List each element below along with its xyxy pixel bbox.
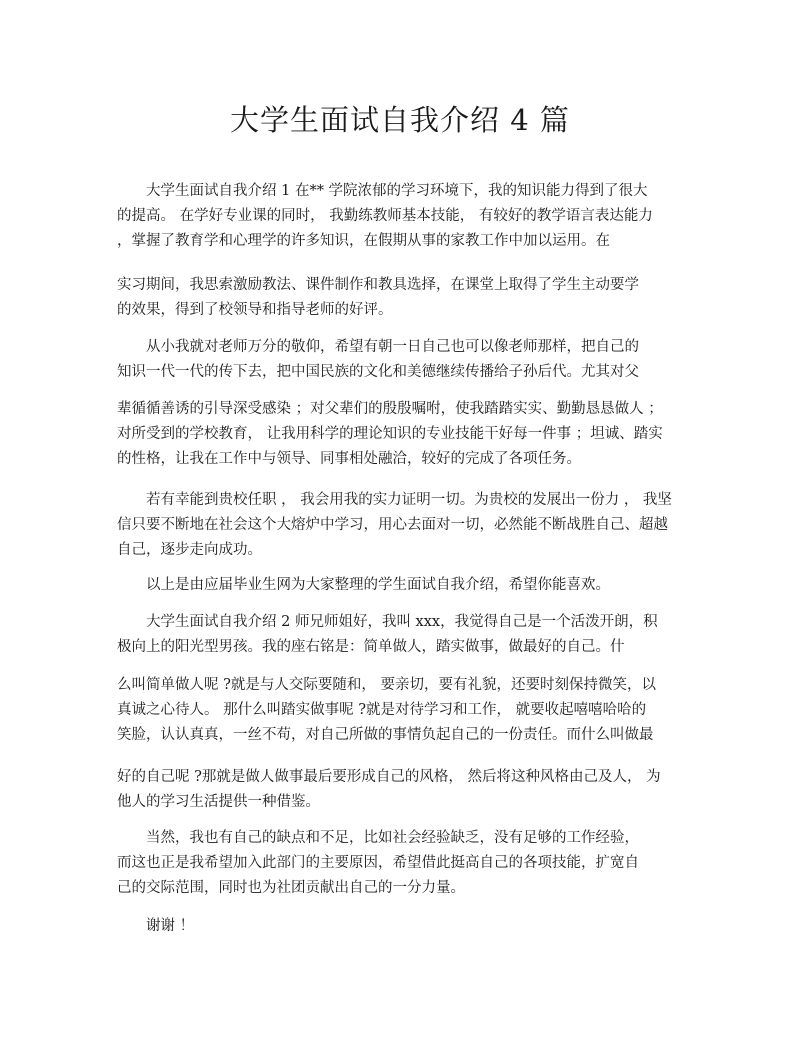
paragraph — [117, 573, 677, 598]
paragraph — [117, 488, 677, 563]
text-line: 谢谢 ！ — [117, 918, 195, 934]
text-line: 大学生面试自我介绍 2 师兄师姐好，我叫 xxx，我觉得自己是一个活泼开朗，积 — [117, 614, 658, 630]
text-line: 若有幸能到贵校任职 ， 我会用我的实力证明一切。为贵校的发展出一份力 ， 我坚 — [117, 492, 672, 508]
text-line: 的效果，得到了校领导和指导老师的好评。 — [117, 302, 393, 318]
text-line: 笑脸，认认真真，一丝不苟，对自己所做的事情负起自己的一份责任。而什么叫做最 — [117, 727, 654, 743]
text-line: 么叫简单做人呢 ?就是与人交际要随和， 要亲切，要有礼貌，还要时刻保持微笑，以 — [117, 677, 656, 693]
paragraph — [117, 610, 677, 660]
paragraph — [117, 914, 677, 939]
text-line: ，掌握了教育学和心理学的许多知识，在假期从事的家教工作中加以运用。在 — [117, 233, 610, 249]
text-line: 当然，我也有自己的缺点和不足，比如社会经验缺乏，没有足够的工作经验， — [117, 830, 639, 846]
paragraph — [117, 179, 677, 254]
text-line: 真诚之心待人。 那什么叫踏实做事呢 ?就是对待学习和工作， 就要收起嘻嘻哈哈的 — [117, 702, 647, 718]
text-line: 辈循循善诱的引导深受感染 ；对父辈们的殷殷嘱咐，使我踏踏实实、勤勤恳恳做人 ； — [117, 401, 663, 417]
text-line: 极向上的阳光型男孩。我的座右铭是：简单做人，踏实做事，做最好的自己。什 — [117, 639, 625, 655]
paragraph — [117, 826, 677, 901]
text-line: 大学生面试自我介绍 1 在** 学院浓郁的学习环境下，我的知识能力得到了很大 — [117, 183, 648, 199]
text-line: 他人的学习生活提供一种借鉴。 — [117, 794, 320, 810]
text-line: 的提高。 在学好专业课的同时， 我勤练教师基本技能， 有较好的教学语言表达能力 — [117, 208, 653, 224]
text-line: 己的交际范围，同时也为社团贡献出自己的一分力量。 — [117, 880, 465, 896]
text-line: 而这也正是我希望加入此部门的主要原因，希望借此挺高自己的各项技能，扩宽自 — [117, 855, 639, 871]
text-line: 从小我就对老师万分的敬仰，希望有朝一日自己也可以像老师那样，把自己的 — [117, 339, 639, 355]
paragraph — [117, 673, 677, 748]
paragraph — [117, 397, 677, 472]
text-line: 知识一代一代的传下去，把中国民族的文化和美德继续传播给子孙后代。尤其对父 — [117, 364, 639, 380]
text-line: 的性格，让我在工作中与领导、同事相处融洽，较好的完成了各项任务。 — [117, 451, 581, 467]
paragraph — [117, 335, 677, 385]
paragraph — [117, 273, 677, 323]
text-line: 好的自己呢 ?那就是做人做事最后要形成自己的风格， 然后将这种风格由己及人， 为 — [117, 769, 661, 785]
document-title: 大学生面试自我介绍 4 篇 — [230, 103, 570, 137]
text-line: 对所受到的学校教育， 让我用科学的理论知识的专业技能干好每一件事 ；坦诚、踏实 — [117, 426, 663, 442]
text-line: 自己，逐步走向成功。 — [117, 542, 262, 558]
text-line: 以上是由应届毕业生网为大家整理的学生面试自我介绍，希望你能喜欢。 — [117, 577, 610, 593]
text-line: 实习期间，我思索激励教法、课件制作和教具选择，在课堂上取得了学生主动要学 — [117, 277, 639, 293]
text-line: 信只要不断地在社会这个大熔炉中学习，用心去面对一切，必然能不断战胜自己、超越 — [117, 517, 668, 533]
paragraph — [117, 765, 677, 815]
